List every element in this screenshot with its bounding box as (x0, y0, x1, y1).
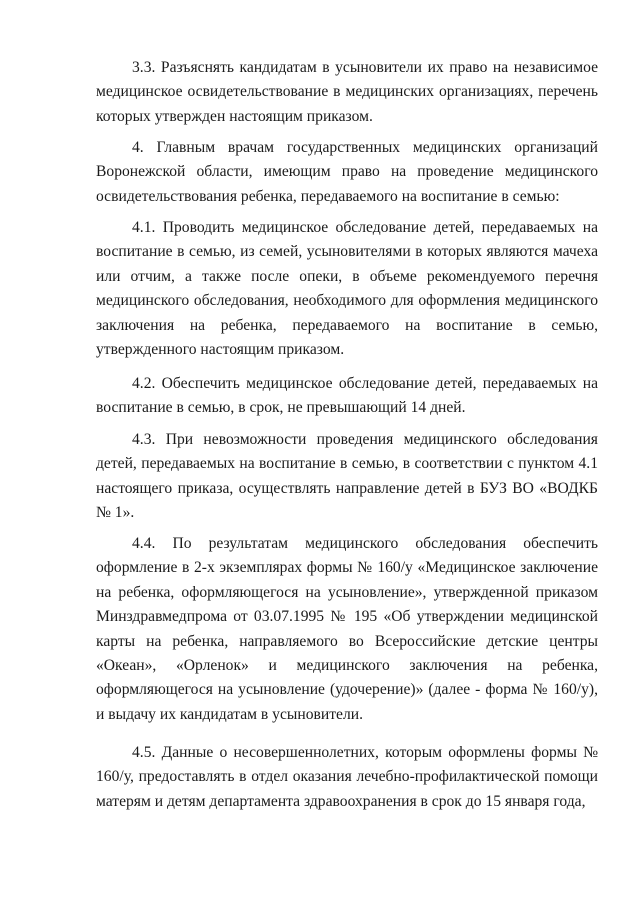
paragraph-4: 4. Главным врачам государственных медицинских организаций Воронежской области, имеющим право на проведение медицинского освидетельствования ребенка, передаваемого на воспитание в семью: (96, 139, 598, 205)
paragraph-4-5: 4.5. Данные о несовершеннолетних, которым оформлены формы № 160/у, предоставлять в отдел оказания лечебно-профилактической помощи матерям и детям департамента здравоохранения в срок до 15 января года, (96, 744, 598, 810)
paragraph-4-3: 4.3. При невозможности проведения медицинского обследования детей, передаваемых на воспитание в семью, в соответствии с пунктом 4.1 настоящего приказа, осуществлять направление детей в БУЗ ВО «ВОДКБ № 1». (96, 431, 598, 522)
paragraph-4-2: 4.2. Обеспечить медицинское обследование детей, передаваемых на воспитание в семью, в срок, не превышающий 14 дней. (96, 375, 598, 417)
paragraph-3-3: 3.3. Разъяснять кандидатам в усыновители их право на независимое медицинское освидетельствование в медицинских организациях, перечень которых утвержден настоящим приказом. (96, 59, 598, 125)
paragraph-4-1: 4.1. Проводить медицинское обследование детей, передаваемых на воспитание в семью, из семей, усыновителями в которых являются мачеха или отчим, а также после опеки, в объеме рекомендуемого перечня медицинского обследования, необходимого для оформления медицинского заключения на ребенка, передаваемого на воспитание в семью, утвержденного настоящим приказом. (96, 219, 598, 359)
paragraph-4-4: 4.4. По результатам медицинского обследования обеспечить оформление в 2-х экземплярах формы № 160/у «Медицинское заключение на ребенка, оформляющегося на усыновление», утвержденной приказом Минздравмедпрома от 03.07.1995 № 195 «Об утверждении медицинской карты на ребенка, направляемого во Всероссийские детские центры «Океан», «Орленок» и медицинского заключения на ребенка, оформляющегося на усыновление (удочерение)» (далее - форма № 160/у), и выдачу их кандидатам в усыновители. (96, 535, 598, 723)
